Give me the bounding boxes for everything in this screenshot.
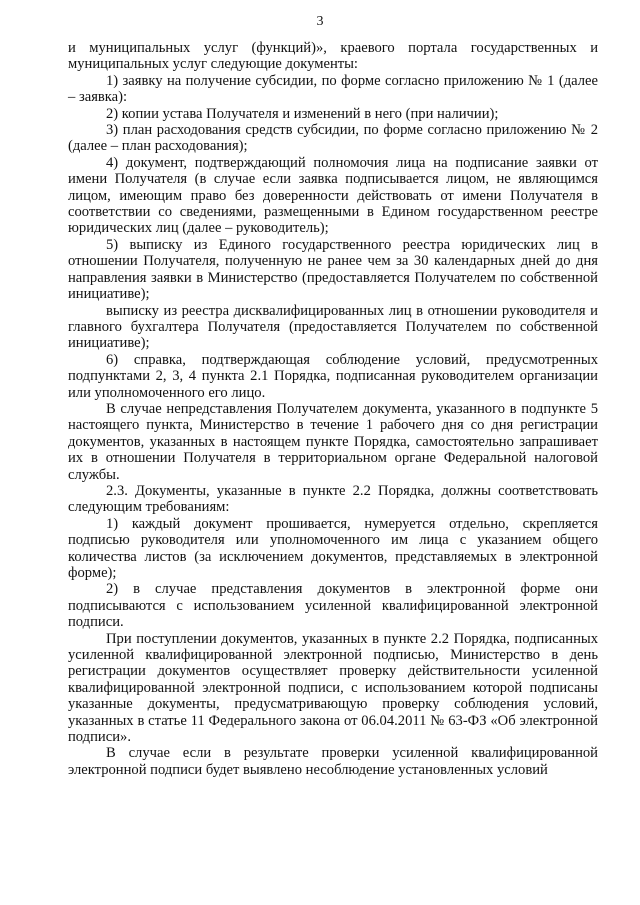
- document-body: [68, 40, 598, 778]
- paragraph-item-5: 5) выписку из Единого государственного реестра юридических лиц в отношении Получателя, полученную не ранее чем за 30 календарных дней до дня направления заявки в Министерство (предоставляется Получателем по собственной инициативе);: [68, 236, 598, 303]
- paragraph-item-6: 6) справка, подтверждающая соблюдение условий, предусмотренных подпунктами 2, 3, 4 пункта 2.1 Порядка, подписанная руководителем организации или уполномоченного его лицо.: [68, 351, 598, 401]
- paragraph-requirement-2: 2) в случае представления документов в электронной форме они подписываются с использованием усиленной квалифицированной электронной подписи.: [68, 581, 598, 631]
- paragraph-item-1: 1) заявку на получение субсидии, по форме согласно приложению № 1 (далее – заявка):: [68, 72, 598, 106]
- paragraph-intro: и муниципальных услуг (функций)», краевого портала государственных и муниципальных услуг следующие документы:: [68, 40, 598, 73]
- paragraph-non-submission: В случае непредставления Получателем документа, указанного в подпункте 5 настоящего пункта, Министерство в течение 1 рабочего дня со дня регистрации документов, указанных в настоящем пункте Порядка, самостоятельно запрашивает их в отношении Получателя в территориальном органе Федеральной налоговой службы.: [68, 400, 598, 483]
- paragraph-signature-violation: В случае если в результате проверки усиленной квалифицированной электронной подписи будет выявлено несоблюдение установленных условий: [68, 745, 598, 778]
- page-number: 3: [316, 14, 324, 29]
- paragraph-item-2: 2) копии устава Получателя и изменений в него (при наличии);: [106, 105, 499, 122]
- paragraph-item-5-extract: выписку из реестра дисквалифицированных лиц в отношении руководителя и главного бухгалтера Получателя (предоставляется Получателем по собственной инициативе);: [68, 302, 598, 352]
- paragraph-2-3: 2.3. Документы, указанные в пункте 2.2 Порядка, должны соответствовать следующим требованиям:: [68, 482, 598, 516]
- paragraph-signature-check: При поступлении документов, указанных в пункте 2.2 Порядка, подписанных усиленной квалифицированной электронной подписью, Министерство в день регистрации документов осуществляет проверку действительности усиленной квалифицированной электронной подписи, с использованием которой подписаны указанные документы, предусматривающую проверку соблюдения условий, указанных в статье 11 Федерального закона от 06.04.2011 № 63-ФЗ «Об электронной подписи».: [68, 630, 598, 746]
- paragraph-item-3: 3) план расходования средств субсидии, по форме согласно приложению № 2 (далее – план расходования);: [68, 122, 598, 155]
- paragraph-requirement-1: 1) каждый документ прошивается, нумеруется отдельно, скрепляется подписью руководителя или уполномоченного им лица с указанием общего количества листов (за исключением документов, представляемых в электронной форме);: [68, 515, 598, 581]
- paragraph-item-4: 4) документ, подтверждающий полномочия лица на подписание заявки от имени Получателя (в случае если заявка подписывается лицом, не являющимся лицом, имеющим право без доверенности действовать от имени Получателя в соответствии со сведениями, размещенными в Едином государственном реестре юридических лиц (далее – руководитель);: [68, 154, 598, 237]
